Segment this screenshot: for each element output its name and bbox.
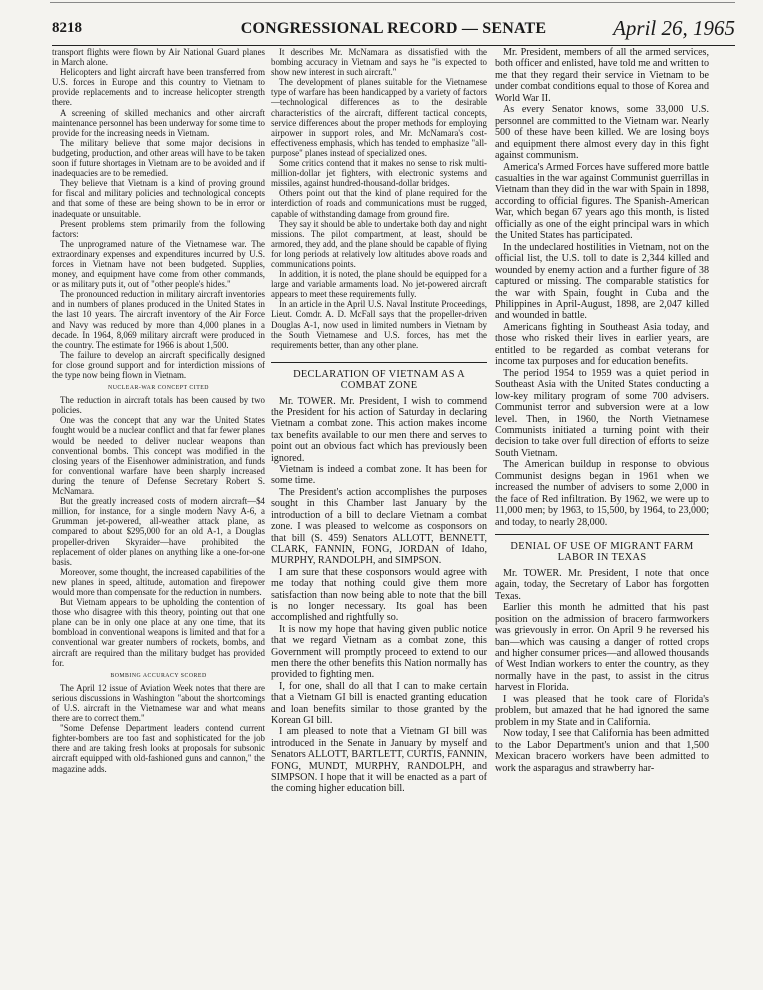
paragraph: Others point out that the kind of plane required for the interdiction of roads and communications must be rugged, capable of withstanding damage from ground fire. <box>271 188 487 219</box>
paragraph: Helicopters and light aircraft have been transferred from U.S. forces in Europe and this country to Vietnam to provide replacements and to increase helicopter strength there. <box>52 67 265 108</box>
column-3 <box>495 47 709 987</box>
paragraph: Mr. President, members of all the armed services, both officer and enlisted, have told me and written to me that they regard their service in Vietnam to be under combat conditions equal to those of Korea and World War II. <box>495 47 709 104</box>
paragraph: I am pleased to note that a Vietnam GI bill was introduced in the Senate in January by myself and Senators ALLOTT, BARTLETT, CURTIS, FANNIN, FONG, MUNDT, MURPHY, RANDOLPH, and SIMPSON. I hope that it will be enacted as a part of the coming higher education bill. <box>271 726 487 795</box>
section-divider <box>495 534 709 564</box>
subheading: BOMBING ACCURACY SCORED <box>110 672 207 679</box>
paragraph: Present problems stem primarily from the following factors: <box>52 218 265 239</box>
paragraph: Americans fighting in Southeast Asia today, and those who risked their lives in earlier years, are entitled to be regarded as combat veterans for income tax purposes and for education benefits. <box>495 321 709 368</box>
paragraph: But the greatly increased costs of modern aircraft—$4 million, for instance, for a single modern Navy A-6, a Grumman jet-powered, all-weather attack plane, as compared to about $295,000 for an old A-1, a Douglas propeller-driven Skyraider—have prohibited the replacement of older planes on anything like a one-for-one basis. <box>52 496 265 567</box>
paragraph: The failure to develop an aircraft specifically designed for close ground support and for interdiction missions of the type now being flown in Vietnam. <box>52 349 265 380</box>
section-divider <box>271 362 487 392</box>
paragraph: The development of planes suitable for the Vietnamese type of warfare has been handicapped by a variety of factors—technological differences as to the desirable characteristics of the aircraft, different tactical concepts, service differences about the proper methods for employing airpower in support roles, and Mr. McNamara's cost-effectiveness emphasis, which has tended to emphasize "all-purpose" planes instead of specialized ones. <box>271 77 487 158</box>
paragraph: They say it should be able to undertake both day and night missions. The pilot compartment, at least, should be armored, they add, and the plane should be capable of flying for long periods at relatively low altitudes above roads and communications points. <box>271 218 487 269</box>
paragraph: They believe that Vietnam is a kind of proving ground for fiscal and military policies and technological concepts and that some of these are being shown to be in error or inadequate or unsuitable. <box>52 178 265 219</box>
page-number: 8218 <box>52 20 82 36</box>
paragraph: The President's action accomplishes the purposes sought in this Chamber last January by the introduction of a bill to declare Vietnam a combat zone. I was pleased to welcome as cosponsors on that bill (S. 459) Senators ALLOTT, BENNETT, CLARK, FANNIN, FONG, JORDAN of Idaho, MURPHY, RANDOLPH, and SIMPSON. <box>271 486 487 567</box>
paragraph: As every Senator knows, some 33,000 U.S. personnel are committed to the Vietnam war. Nearly 500 of these have been killed. We are losing boys and equipment there almost every day in this fight against communism. <box>495 104 709 162</box>
paragraph: "Some Defense Department leaders contend current fighter-bombers are too fast and sophisticated for the job there and are taking fresh looks at proposals for subsonic aircraft equipped with old-fashioned guns and cannon," the magazine adds. <box>52 723 265 774</box>
section-heading: DECLARATION OF VIETNAM AS A COMBAT ZONE <box>293 368 465 392</box>
paragraph: But Vietnam appears to be upholding the contention of those who disagree with this theory, pointing out that one plane can be in only one place at any one time, that its bombload in conventional weapons is limited and that for a conventional war greater numbers of rockets, bombs, and aircraft are required than the military budget has provided for. <box>52 597 265 668</box>
paragraph: The reduction in aircraft totals has been caused by two policies. <box>52 395 265 416</box>
header-rule <box>52 45 735 46</box>
paragraph: It is now my hope that having given public notice that we regard Vietnam as a combat zone, this Government will promptly proceed to extend to our men there the other benefits this Nation normally has provided to fighting men. <box>271 623 487 681</box>
page-header <box>52 16 735 44</box>
paragraph: In an article in the April U.S. Naval Institute Proceedings, Lieut. Comdr. A. D. McFall says that the propeller-driven Douglas A-1, now used in limited numbers in Vietnam by the South Vietnamese and U.S. forces, has met the requirements better, than any other plane. <box>271 299 487 350</box>
paragraph: The American buildup in response to obvious Communist designs began in 1961 when we increased the number of advisers to some 2,000 in the face of Red infiltration. By 1962, we were up to 11,000 men; by 1963, to 15,500, by 1964, to 23,000; and today, to nearly 28,000. <box>495 459 709 528</box>
paragraph: The April 12 issue of Aviation Week notes that there are serious discussions in Washington "about the shortcomings of U.S. aircraft in the Vietnamese war and what means there are to correct them." <box>52 682 265 724</box>
subheading: NUCLEAR-WAR CONCEPT CITED <box>108 385 209 392</box>
paragraph: I am sure that these cosponsors would agree with me today that nothing could give them more satisfaction than now being able to note that the bill is no longer necessary. Its goal has been accomplished and rightfully so. <box>271 566 487 624</box>
paragraph: America's Armed Forces have suffered more battle casualties in the war against Communist guerrillas in Vietnam than they did in the war with Spain in 1898, according to official figures. The Spanish-American War, which began 67 years ago this month, is listed officially as one of the eight principal wars in which the United States has participated. <box>495 161 709 242</box>
paragraph: transport flights were flown by Air National Guard planes in March alone. <box>52 47 265 68</box>
paragraph: One was the concept that any war the United States fought would be a nuclear conflict and that far fewer planes would be needed to deliver nuclear weapons than conventional bombs. This concept was modified in the closing years of the Eisenhower administration, and funds for conventional warfare have been sharply increased during the tenure of Defense Secretary Robert S. McNamara. <box>52 415 265 497</box>
top-border <box>50 2 735 3</box>
paragraph: I, for one, shall do all that I can to make certain that a Vietnam GI bill is enacted granting education and loan benefits similar to those granted by the Korean GI bill. <box>271 680 487 726</box>
paragraph: I was pleased that he took care of Florida's problem, but amazed that he had ignored the same problem in my State and in California. <box>495 693 709 728</box>
paragraph: The period 1954 to 1959 was a quiet period in Southeast Asia with the United States conducting a low-key military program of some 700 advisers. Communist terror and subversion were at a low level. Then, in 1960, the North Vietnamese Communists initiated a turning point with their decision to take over full direction of efforts to seize South Vietnam. <box>495 367 709 459</box>
paragraph: Mr. TOWER. Mr. President, I wish to commend the President for his action of Saturday in declaring Vietnam a combat zone. This action makes income tax benefits available to our men there and serves to point out an obvious fact which has previously been ignored. <box>271 395 487 464</box>
column-2 <box>271 47 487 987</box>
column-1 <box>52 47 265 987</box>
paragraph: The unprogramed nature of the Vietnamese war. The extraordinary expenses and expenditures incurred by U.S. forces in Vietnam have not been budgeted. Supplies, money, and equipment have come from other commands, or as military puts it, out of "other people's hides." <box>52 238 265 290</box>
section-heading: DENIAL OF USE OF MIGRANT FARM LABOR IN TEXAS <box>510 541 694 564</box>
paragraph: Now today, I see that California has been admitted to the Labor Department's union and that 1,500 Mexican bracero workers have been admitted to work the asparagus and strawberry har- <box>495 728 709 774</box>
paragraph: A screening of skilled mechanics and other aircraft maintenance personnel has been underway for some time to provide for the increasing needs in Vietnam. <box>52 107 265 138</box>
paragraph: The military believe that some major decisions in budgeting, production, and other areas will have to be taken soon if future shortages in Vietnam are to be avoided and if inadequacies are to be remedied. <box>52 137 265 179</box>
paragraph: Earlier this month he admitted that his past position on the admission of bracero farmworkers was grievously in error. On April 9 he reversed his ban—which was causing a danger of rotted crops and higher consumer prices—and allowed thousands of West Indian workers to enter the country, as they normally have in the past, to assist in the citrus harvest in Florida. <box>495 602 709 694</box>
paragraph: In addition, it is noted, the plane should be equipped for a large and variable armaments load. No jet-powered aircraft appears to meet these requirements fully. <box>271 269 487 300</box>
section-body <box>271 396 487 795</box>
paragraph: The pronounced reduction in military aircraft inventories and in numbers of planes produced in the United States in the last 10 years. The aircraft inventory of the Air Force and Navy was reduced by more than 4,000 planes in a decade. In 1964, 8,069 military aircraft were produced in the country. The estimate for 1966 is about 1,500. <box>52 289 265 350</box>
issue-date: April 26, 1965 <box>613 16 735 40</box>
paragraph: It describes Mr. McNamara as dissatisfied with the bombing accuracy in Vietnam and says he "is expected to show new interest in such aircraft." <box>271 47 487 78</box>
paragraph: Moreover, some thought, the increased capabilities of the new planes in speed, altitude, automation and firepower would more than compensate for the reduction in numbers. <box>52 566 265 597</box>
publication-title: CONGRESSIONAL RECORD — SENATE <box>240 20 547 37</box>
paragraph: Mr. TOWER. Mr. President, I note that once again, today, the Secretary of Labor has forgotten Texas. <box>495 567 709 602</box>
paragraph: In the undeclared hostilities in Vietnam, not on the official list, the U.S. toll to date is 2,344 killed and wounded by enemy action and a further figure of 38 captured or missing. The comparable statistics for the war with Spain, fought in Cuba and the Philippines in April-August, 1898, are 2,047 killed and wounded in battle. <box>495 241 709 322</box>
paragraph: Vietnam is indeed a combat zone. It has been for some time. <box>271 464 487 487</box>
paragraph: Some critics contend that it makes no sense to risk multi-million-dollar jet fighters, with electronic systems and missiles, against hundred-thousand-dollar bridges. <box>271 158 487 189</box>
